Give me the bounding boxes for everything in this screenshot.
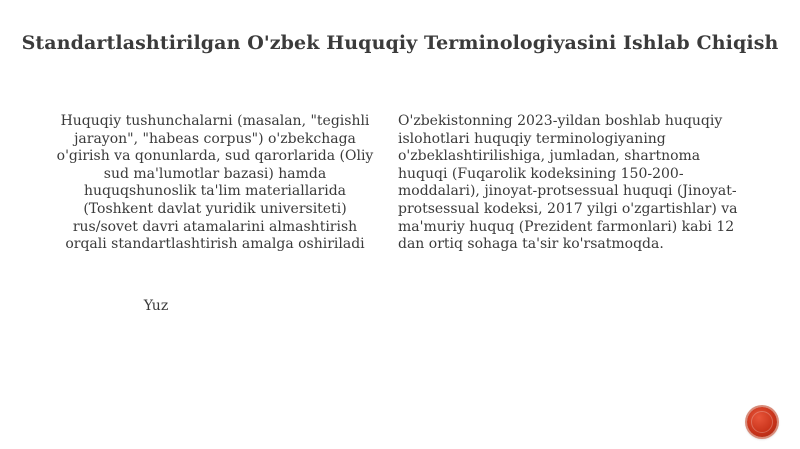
image-caption: Yuz	[143, 298, 169, 314]
red-circle-nav-icon[interactable]	[747, 407, 777, 437]
left-text-block: Huquqiy tushunchalarni (masalan, "tegishli jarayon", "habeas corpus") o'zbekchaga o'girish va qonunlarda, sud qarorlarida (Oliy sud ma'lumotlar bazasi) hamda huquqshunoslik ta'lim materiallarida (Toshkent davlat yuridik universiteti) rus/sovet davri atamalarini almashtirish orqali standartlashtirish amalga oshiriladi	[56, 113, 374, 253]
slide-title: Standartlashtirilgan O'zbek Huquqiy Terminologiyasini Ishlab Chiqish	[21, 32, 779, 54]
right-text-block: O'zbekistonning 2023-yildan boshlab huquqiy islohotlari huquqiy terminologiyaning o'zbeklashtirilishiga, jumladan, shartnoma huquqi (Fuqarolik kodeksining 150-200-moddalari), jinoyat-protsessual huquqi (Jinoyat-protsessual kodeksi, 2017 yilgi o'zgartishlar) va ma'muriy huquq (Prezident farmonlari) kabi 12 dan ortiq sohaga ta'sir ko'rsatmoqda.	[398, 113, 738, 253]
